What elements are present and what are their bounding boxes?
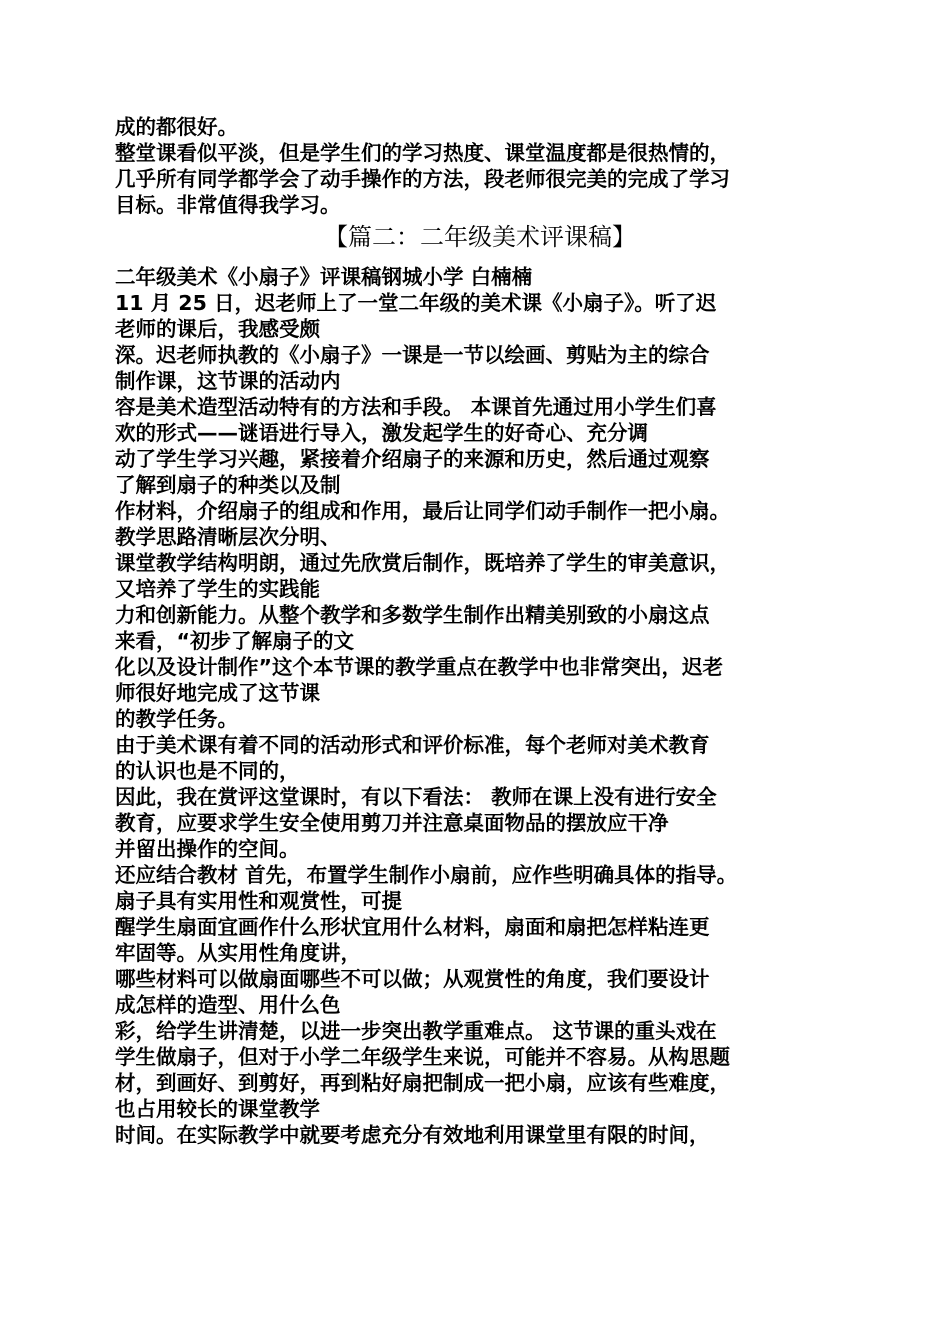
text-line: 课堂教学结构明朗，通过先欣赏后制作，既培养了学生的审美意识， bbox=[115, 551, 730, 575]
text-line: 的认识也是不同的， bbox=[115, 759, 300, 783]
text-line: 的教学任务。 bbox=[115, 707, 238, 731]
text-line: 时间。在实际教学中就要考虑充分有效地利用课堂里有限的时间， bbox=[115, 1123, 710, 1147]
text-line: 学生做扇子，但对于小学二年级学生来说，可能并不容易。从构思题 bbox=[115, 1045, 730, 1069]
text-line: 还应结合教材 首先，布置学生制作小扇前，应作些明确具体的指导。 bbox=[115, 863, 738, 887]
section-heading: 【篇二：二年级美术评课稿】 bbox=[324, 223, 636, 251]
text-line: 教育，应要求学生安全使用剪刀并注意桌面物品的摆放应干净 bbox=[115, 811, 669, 835]
text-line: 并留出操作的空间。 bbox=[115, 837, 300, 861]
text-line: 彩，给学生讲清楚，以进一步突出教学重难点。 这节课的重头戏在 bbox=[115, 1019, 717, 1043]
text-line: 成的都很好。 bbox=[115, 115, 238, 139]
text-line: 11 月 25 日，迟老师上了一堂二年级的美术课《小扇子》。听了迟 bbox=[115, 291, 717, 315]
text-line: 欢的形式——谜语进行导入，激发起学生的好奇心、充分调 bbox=[115, 421, 648, 445]
text-line: 来看，“初步了解扇子的文 bbox=[115, 629, 354, 653]
text-line: 制作课，这节课的活动内 bbox=[115, 369, 341, 393]
text-line: 醒学生扇面宜画作什么形状宜用什么材料，扇面和扇把怎样粘连更 bbox=[115, 915, 710, 939]
text-line: 深。迟老师执教的《小扇子》一课是一节以绘画、剪贴为主的综合 bbox=[115, 343, 710, 367]
text-line: 容是美术造型活动特有的方法和手段。 本课首先通过用小学生们喜 bbox=[115, 395, 717, 419]
intro-paragraph bbox=[115, 114, 845, 218]
text-line: 也占用较长的课堂教学 bbox=[115, 1097, 320, 1121]
text-line: 二年级美术《小扇子》评课稿钢城小学 白楠楠 bbox=[115, 265, 533, 289]
text-line: 作材料，介绍扇子的组成和作用，最后让同学们动手制作一把小扇。 bbox=[115, 499, 730, 523]
text-line: 整堂课看似平淡，但是学生们的学习热度、课堂温度都是很热情的， bbox=[115, 141, 730, 165]
text-line: 哪些材料可以做扇面哪些不可以做；从观赏性的角度，我们要设计 bbox=[115, 967, 710, 991]
text-line: 了解到扇子的种类以及制 bbox=[115, 473, 341, 497]
text-line: 动了学生学习兴趣，紧接着介绍扇子的来源和历史，然后通过观察 bbox=[115, 447, 710, 471]
text-line: 力和创新能力。从整个教学和多数学生制作出精美别致的小扇这点 bbox=[115, 603, 710, 627]
text-line: 又培养了学生的实践能 bbox=[115, 577, 320, 601]
text-line: 教学思路清晰层次分明、 bbox=[115, 525, 341, 549]
text-line: 因此，我在赏评这堂课时，有以下看法： 教师在课上没有进行安全 bbox=[115, 785, 717, 809]
text-line: 材，到画好、到剪好，再到粘好扇把制成一把小扇，应该有些难度， bbox=[115, 1071, 730, 1095]
text-line: 牢固等。从实用性角度讲， bbox=[115, 941, 361, 965]
text-line: 化以及设计制作”这个本节课的教学重点在教学中也非常突出，迟老 bbox=[115, 655, 723, 679]
text-line: 由于美术课有着不同的活动形式和评价标准，每个老师对美术教育 bbox=[115, 733, 710, 757]
text-line: 成怎样的造型、用什么色 bbox=[115, 993, 341, 1017]
document-content bbox=[115, 114, 845, 1148]
article-body bbox=[115, 264, 845, 1148]
text-line: 老师的课后，我感受颇 bbox=[115, 317, 320, 341]
text-line: 目标。非常值得我学习。 bbox=[115, 193, 341, 217]
text-line: 扇子具有实用性和观赏性，可提 bbox=[115, 889, 402, 913]
text-line: 几乎所有同学都学会了动手操作的方法，段老师很完美的完成了学习 bbox=[115, 167, 730, 191]
text-line: 师很好地完成了这节课 bbox=[115, 681, 320, 705]
